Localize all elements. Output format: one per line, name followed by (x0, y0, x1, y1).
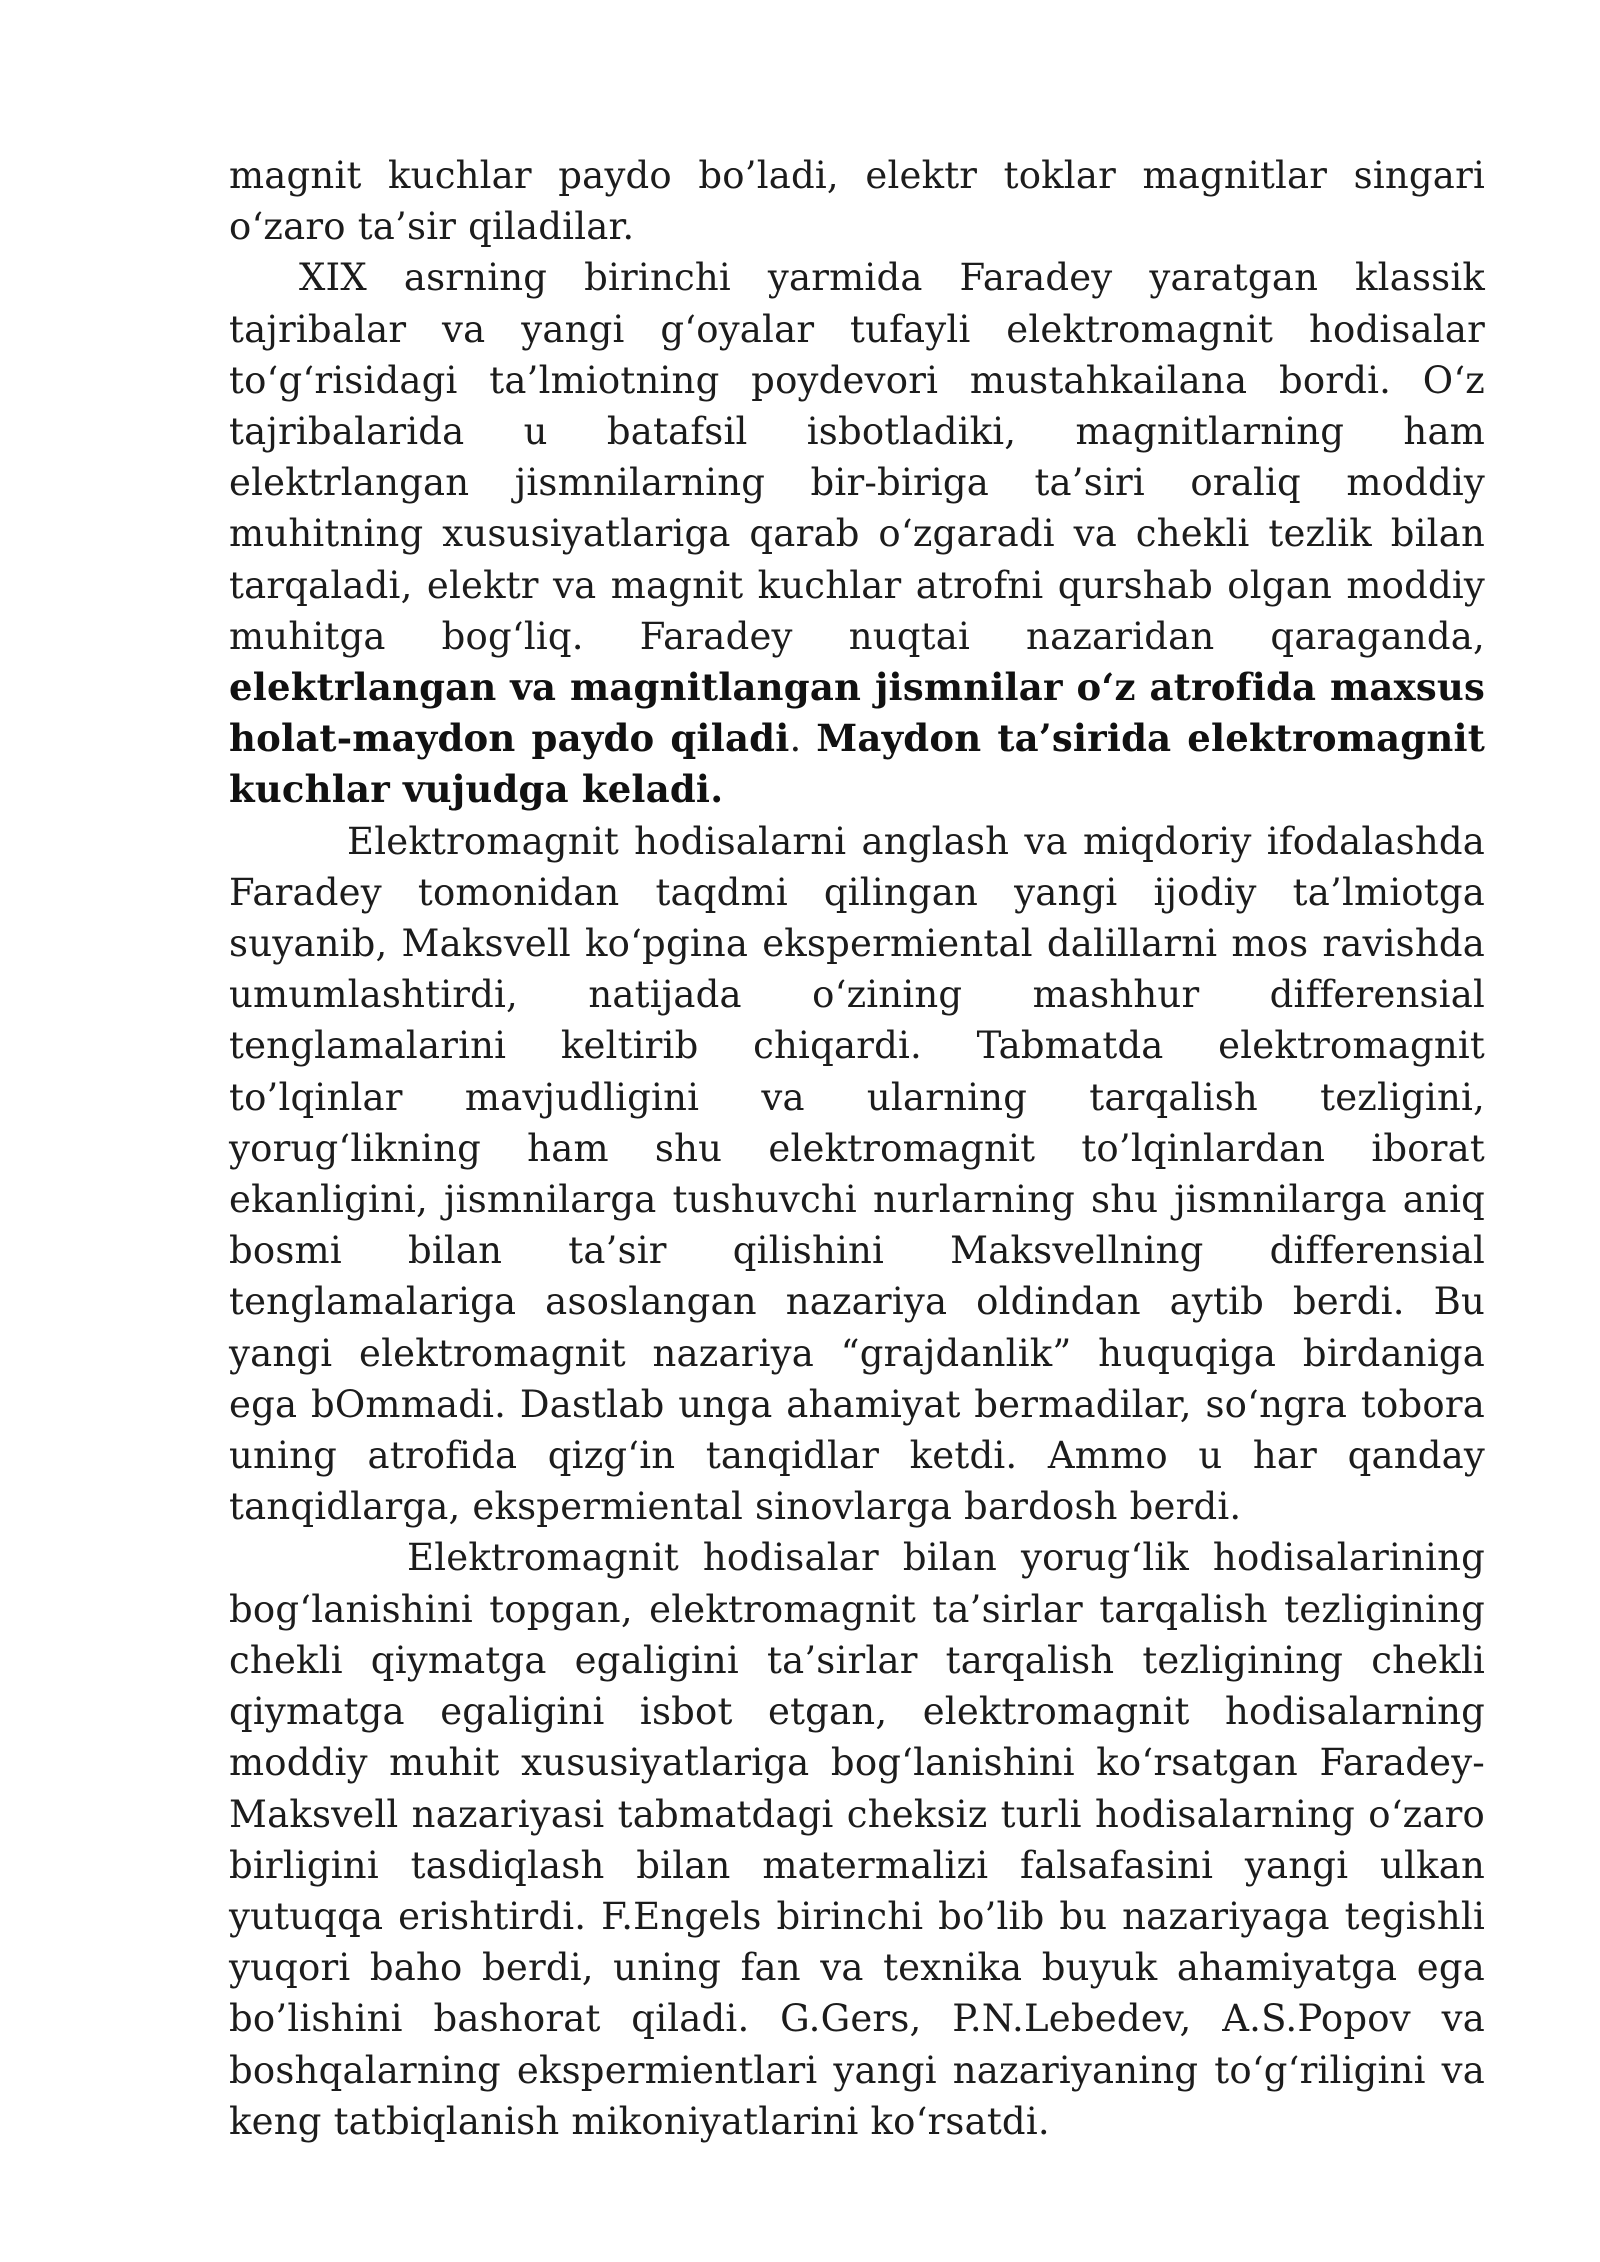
document-page (229, 150, 1485, 2147)
paragraph-1 (229, 150, 1485, 252)
paragraph-3-text: Elektromagnit hodisalarni anglash va miqdoriy ifodalashda Faradey tomonidan taqdmi qilingan yangi ijodiy ta’lmiotga suyanib, Maksvell ko‘pgina ekspermiental dalillarni mos ravishda umumlashtirdi, natijada o‘zining mashhur differensial tenglamalarini keltirib chiqardi. Tabmatda elektromagnit to’lqinlar mavjudligini va ularning tarqalish tezligini, yorug‘likning ham shu elektromagnit to’lqinlardan iborat ekanligini, jismnilarga tushuvchi nurlarning shu jismnilarga aniq bosmi bilan ta’sir qilishini Maksvellning differensial tenglamalariga asoslangan nazariya oldindan aytib berdi. Bu yangi elektromagnit nazariya “grajdanlik” huquqiga birdaniga ega bOmmadi. Dastlab unga ahamiyat bermadilar, so‘ngra tobora uning atrofida qizg‘in tanqidlar ketdi. Ammo u har qanday tanqidlarga, ekspermiental sinovlarga bardosh berdi. (229, 819, 1485, 1529)
paragraph-2-text-before: XIX asrning birinchi yarmida Faradey yaratgan klassik tajribalar va yangi g‘oyalar tufayli elektromagnit hodisalar to‘g‘risidagi ta’lmiotning poydevori mustahkailana bordi. O‘z tajribalarida u batafsil isbotladiki, magnitlarning ham elektrlangan jismnilarning bir-biriga ta’siri oraliq moddiy muhitning xususiyatlariga qarab o‘zgaradi va chekli tezlik bilan tarqaladi, elektr va magnit kuchlar atrofni qurshab olgan moddiy muhitga bog‘liq. Faradey nuqtai nazaridan qaraganda, (229, 256, 1485, 658)
paragraph-2 (229, 252, 1485, 815)
paragraph-3 (229, 816, 1485, 1533)
paragraph-2-text-middle: . (789, 717, 817, 761)
paragraph-1-text: magnit kuchlar paydo bo’ladi, elektr toklar magnitlar singari o‘zaro ta’sir qiladilar. (229, 154, 1485, 249)
paragraph-4 (229, 1532, 1485, 2146)
paragraph-4-text: Elektromagnit hodisalar bilan yorug‘lik hodisalarining bog‘lanishini topgan, elektromagnit ta’sirlar tarqalish tezligining chekli qiymatga egaligini ta’sirlar tarqalish tezligining chekli qiymatga egaligini isbot etgan, elektromagnit hodisalarning moddiy muhit xususiyatlariga bog‘lanishini ko‘rsatgan Faradey-Maksvell nazariyasi tabmatdagi cheksiz turli hodisalarning o‘zaro birligini tasdiqlash bilan matermalizi falsafasini yangi ulkan yutuqqa erishtirdi. F.Engels birinchi bo’lib bu nazariyaga tegishli yuqori baho berdi, uning fan va texnika buyuk ahamiyatga ega bo’lishini bashorat qiladi. G.Gers, P.N.Lebedev, A.S.Popov va boshqalarning ekspermientlari yangi nazariyaning to‘g‘riligini va keng tatbiqlanish mikoniyatlarini ko‘rsatdi. (229, 1536, 1485, 2143)
paragraph-2-bold-2: Maydon ta’sirida elektromagnit kuchlar vujudga keladi. (229, 716, 1485, 812)
paragraph-2-bold-1: elektrlangan va magnitlangan jismnilar o‘z atrofida maxsus holat-maydon paydo qiladi (229, 665, 1485, 761)
